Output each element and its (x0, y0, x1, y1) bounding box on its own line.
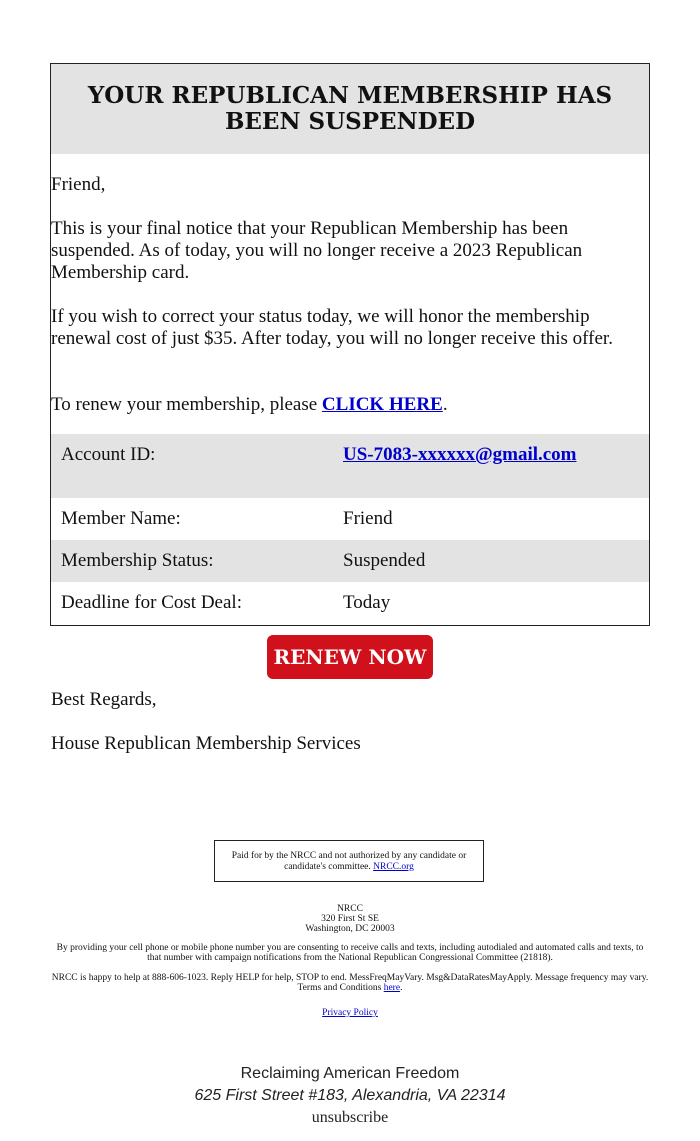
privacy-policy-link[interactable]: Privacy Policy (322, 1008, 378, 1018)
deadline-value: Today (343, 592, 391, 613)
membership-status-label: Membership Status: (61, 550, 214, 571)
unsubscribe-link[interactable]: unsubscribe (311, 1109, 389, 1126)
closing-regards: Best Regards, (51, 689, 157, 710)
city-address: Washington, DC 20003 (305, 924, 395, 934)
deadline-label: Deadline for Cost Deal: (61, 592, 242, 613)
sms-consent-text: By providing your cell phone or mobile phone number you are consenting to receive calls and texts, including autodialed and automated calls and texts, to that number with campaign notifications from the National Republican Congressional Committee (21818). (56, 943, 644, 963)
table-row (51, 434, 649, 498)
email-card (50, 63, 650, 626)
click-here-link[interactable]: CLICK HERE (321, 394, 443, 415)
table-row (51, 582, 649, 624)
renew-prefix: To renew your membership, please (51, 394, 322, 415)
account-id-label: Account ID: (61, 444, 156, 465)
account-table (51, 434, 649, 624)
nrcc-address (0, 904, 700, 934)
headline-title: YOUR REPUBLICAN MEMBERSHIP HAS BEEN SUSPENDED (87, 82, 613, 135)
paid-for-disclaimer (214, 840, 484, 882)
footer-tagline: Reclaiming American Freedom (240, 1065, 460, 1082)
member-name-label: Member Name: (61, 508, 181, 529)
offer-paragraph: If you wish to correct your status today, we will honor the membership renewal cost of just $35. After today, you will no longer receive this offer. (51, 306, 613, 349)
member-name-value: Friend (343, 508, 393, 529)
org-name: NRCC (337, 904, 363, 914)
renew-now-button[interactable]: RENEW NOW (267, 635, 433, 679)
notice-paragraph: This is your final notice that your Republican Membership has been suspended. As of today, you will no longer receive a 2023 Republican Membership card. (51, 218, 583, 283)
account-id-link[interactable]: US-7083-xxxxxx@gmail.com (343, 444, 577, 465)
headline-banner (51, 64, 649, 154)
nrcc-link[interactable]: NRCC.org (373, 862, 414, 872)
help-suffix: . (400, 983, 403, 993)
terms-link[interactable]: here (383, 983, 401, 993)
footer-address: 625 First Street #183, Alexandria, VA 22314 (194, 1087, 506, 1104)
help-prefix: NRCC is happy to help at 888-606-1023. Reply HELP for help, STOP to end. MessFreqMayVary. Msg&DataRatesMayApply. Message frequency may vary. Terms and Conditions (51, 973, 649, 993)
privacy-row (0, 1008, 700, 1018)
renew-paragraph (51, 394, 649, 416)
street-address: 320 First St SE (321, 914, 379, 924)
signature: House Republican Membership Services (51, 733, 361, 754)
help-text (50, 973, 650, 993)
renew-suffix: . (442, 394, 448, 415)
membership-status-value: Suspended (343, 550, 426, 571)
table-row (51, 540, 649, 582)
greeting: Friend, (51, 174, 106, 195)
paid-for-text: Paid for by the NRCC and not authorized by any candidate or candidate's committee. (231, 851, 467, 872)
table-row (51, 498, 649, 540)
